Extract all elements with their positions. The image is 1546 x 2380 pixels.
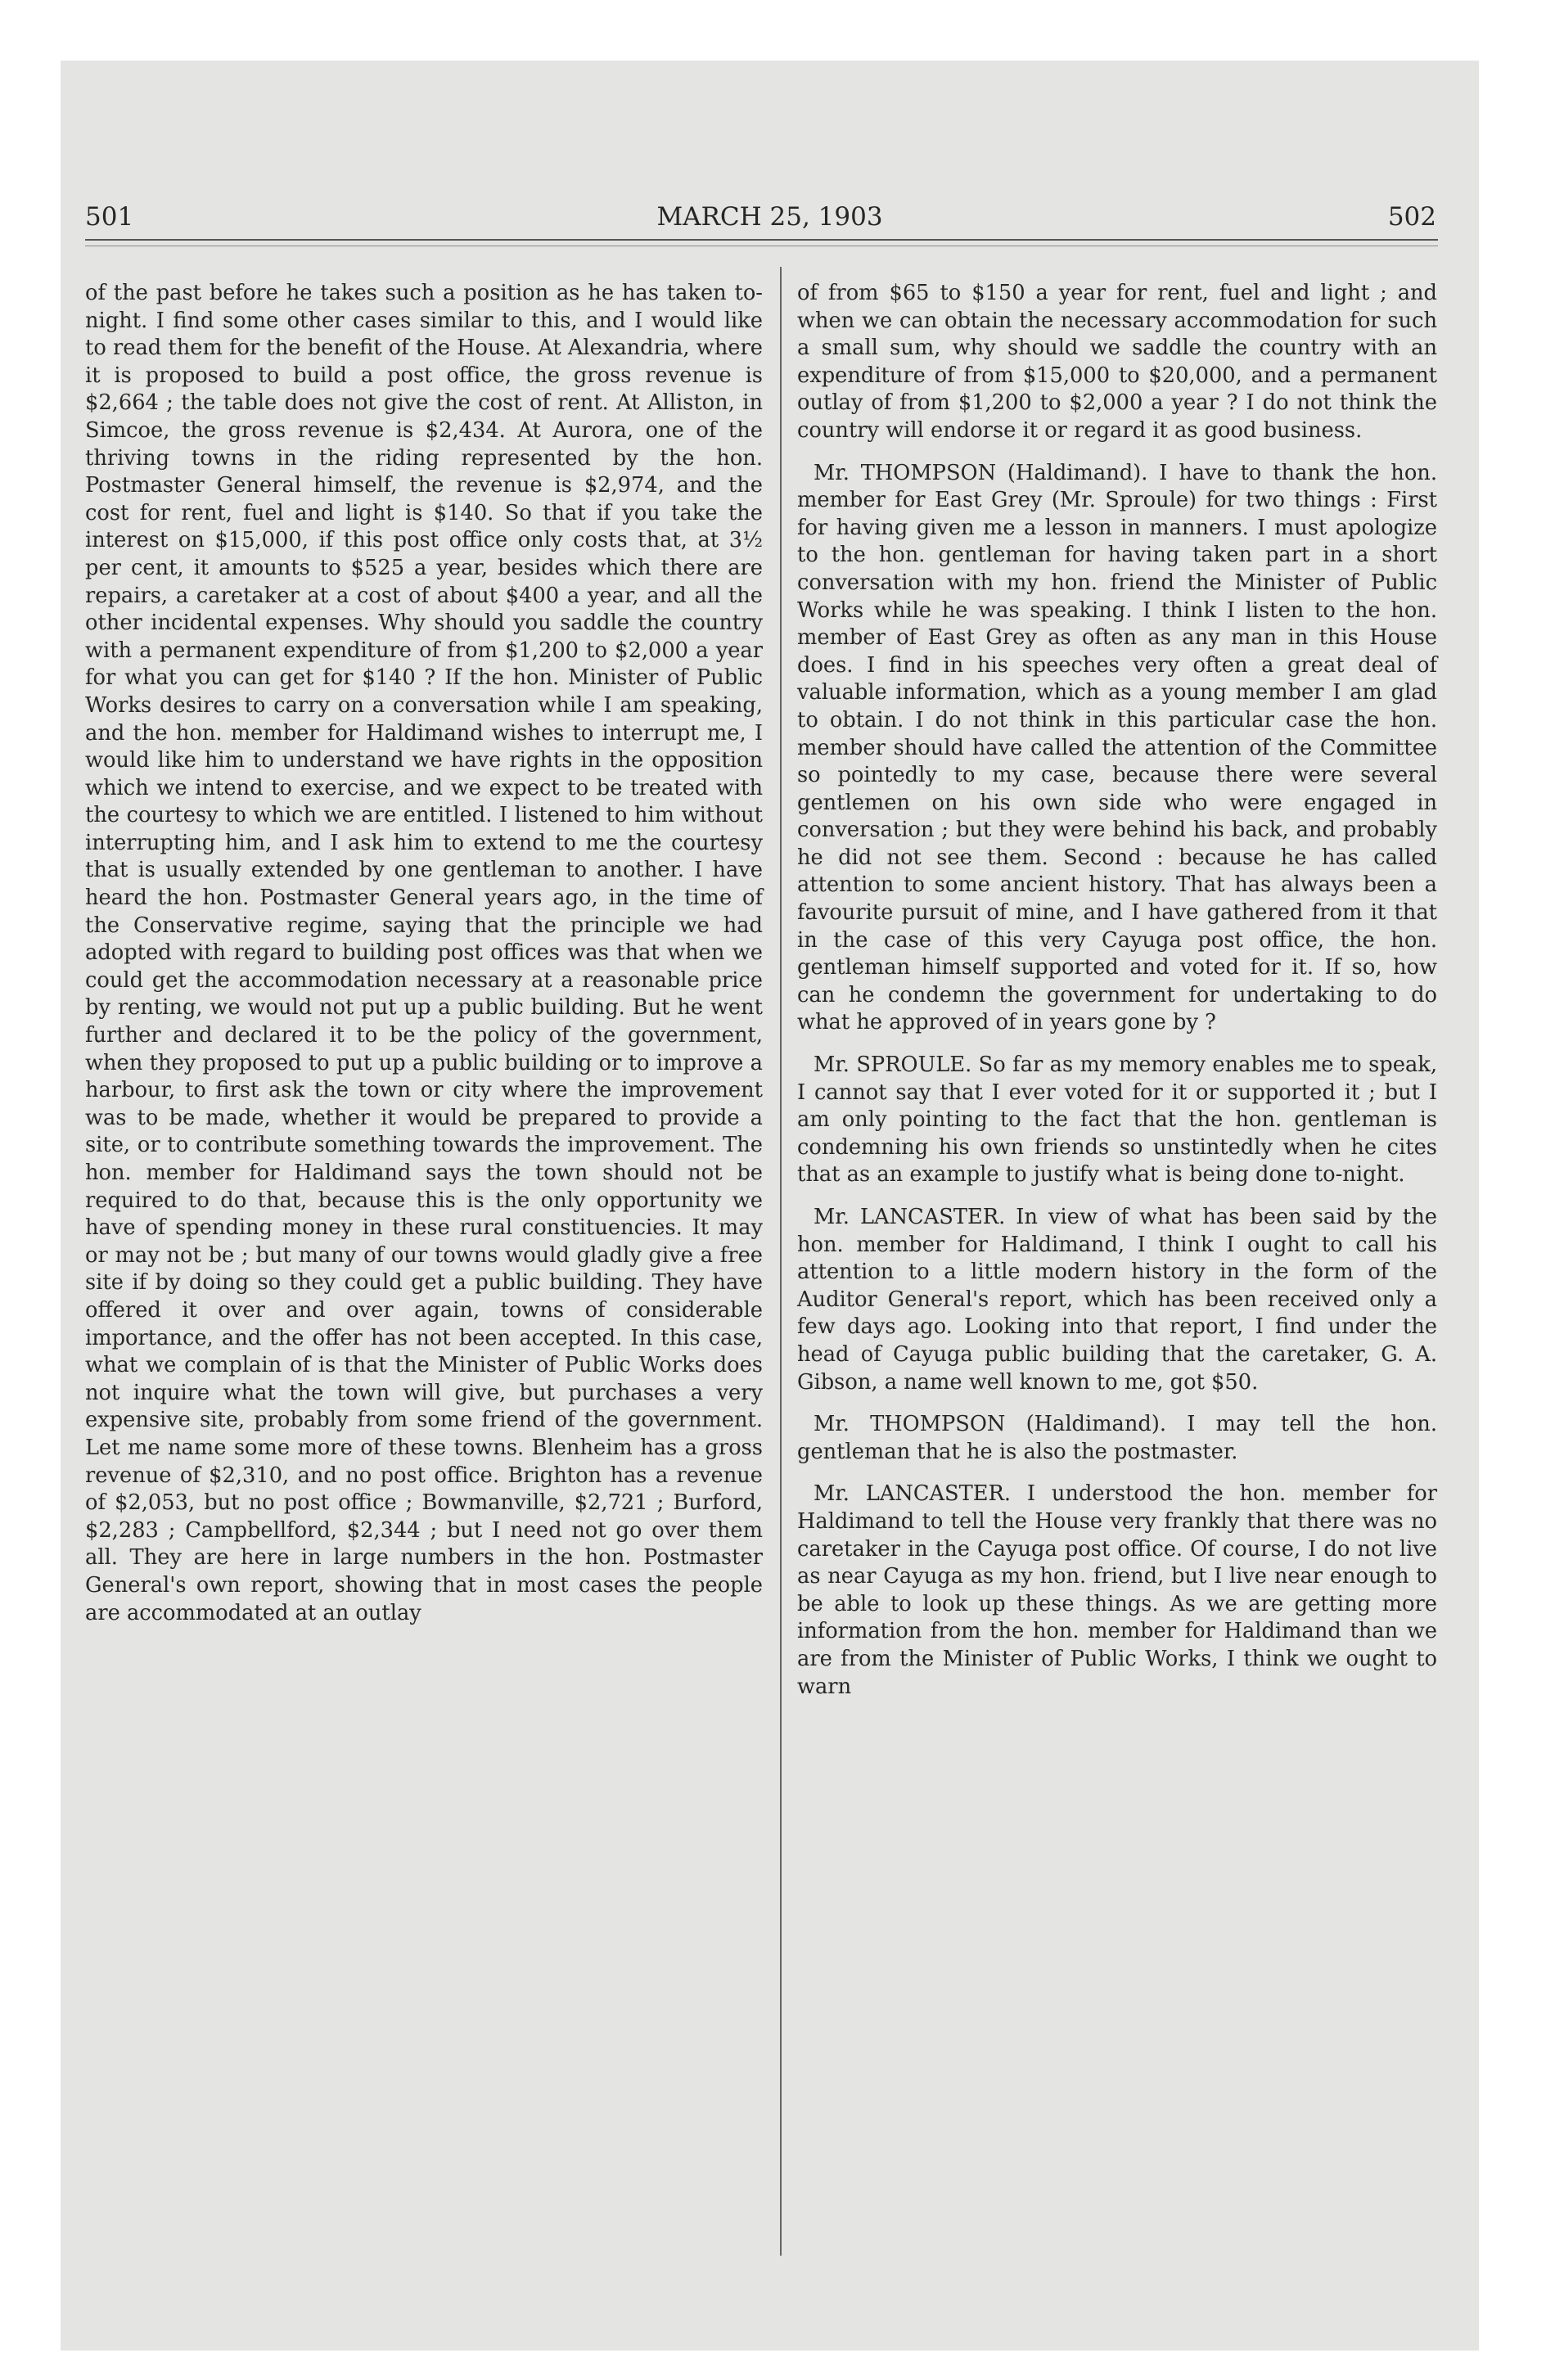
scanned-page <box>61 61 1479 2351</box>
right-column <box>797 280 1437 1701</box>
paragraph: of the past before he takes such a position as he has taken to-night. I find some other cases similar to this, and I would like to read them for the benefit of the House. At Alexandria, where it is proposed to build a post office, the gross revenue is $2,664 ; the table does not give the cost of rent. At Alliston, in Simcoe, the gross revenue is $2,434. At Aurora, one of the thriving towns in the riding represented by the hon. Postmaster General himself, the revenue is $2,974, and the cost for rent, fuel and light is $140. So that if you take the interest on $15,000, if this post office only costs that, at 3½ per cent, it amounts to $525 a year, besides which there are repairs, a caretaker at a cost of about $400 a year, and all the other incidental expenses. Why should you saddle the country with a permanent expenditure of from $1,200 to $2,000 a year for what you can get for $140 ? If the hon. Minister of Public Works desires to carry on a conversation while I am speaking, and the hon. member for Haldimand wishes to interrupt me, I would like him to understand we have rights in the opposition which we intend to exercise, and we expect to be treated with the courtesy to which we are entitled. I listened to him without interrupting him, and I ask him to extend to me the courtesy that is usually extended by one gentleman to another. I have heard the hon. Postmaster General years ago, in the time of the Conservative regime, saying that the principle we had adopted with regard to building post offices was that when we could get the accommodation necessary at a reasonable price by renting, we would not put up a public building. But he went further and declared it to be the policy of the government, when they proposed to put up a public building or to improve a harbour, to first ask the town or city where the improvement was to be made, whether it would be prepared to provide a site, or to contribute something towards the improvement. The hon. member for Haldimand says the town should not be required to do that, because this is the only opportunity we have of spending money in these rural constituencies. It may or may not be ; but many of our towns would gladly give a free site if by doing so they could get a public building. They have offered it over and over again, towns of considerable importance, and the offer has not been accepted. In this case, what we complain of is that the Minister of Public Works does not inquire what the town will give, but purchases a very expensive site, probably from some friend of the government. Let me name some more of these towns. Blenheim has a gross revenue of $2,310, and no post office. Brighton has a revenue of $2,053, but no post office ; Bowmanville, $2,721 ; Burford, $2,283 ; Campbellford, $2,344 ; but I need not go over them all. They are here in large numbers in the hon. Postmaster General's own report, showing that in most cases the people are accommodated at an outlay <box>85 281 763 1625</box>
paragraph: of from $65 to $150 a year for rent, fuel and light ; and when we can obtain the necessary accommodation for such a small sum, why should we saddle the country with an expenditure of from $15,000 to $20,000, and a permanent outlay of from $1,200 to $2,000 a year ? I do not think the country will endorse it or regard it as good business. <box>797 281 1437 443</box>
page-number-right: 502 <box>1387 202 1436 232</box>
paragraph-thompson-1: Mr. THOMPSON (Haldimand). I have to thank the hon. member for East Grey (Mr. Sproule) for two things : First for having given me a lesson in manners. I must apologize to the hon. gentleman for having taken part in a short conversation with my hon. friend the Minister of Public Works while he was speaking. I think I listen to the hon. member of East Grey as often as any man in this House does. I find in his speeches very often a great deal of valuable information, which as a young member I am glad to obtain. I do not think in this particular case the hon. member should have called the attention of the Committee so pointedly to my case, because there were several gentlemen on his own side who were engaged in conversation ; but they were behind his back, and probably he did not see them. Second : because he has called attention to some ancient history. That has always been a favourite pursuit of mine, and I have gathered from it that in the case of this very Cayuga post office, the hon. gentleman himself supported and voted for it. If so, how can he condemn the government for undertaking to do what he approved of in years gone by ? <box>797 460 1437 1035</box>
paragraph-lancaster-2: Mr. LANCASTER. I understood the hon. member for Haldimand to tell the House very frankly that there was no caretaker in the Cayuga post office. Of course, I do not live as near Cayuga as my hon. friend, but I live near enough to be able to look up these things. As we are getting more information from the hon. member for Haldimand than we are from the Minister of Public Works, I think we ought to warn <box>797 1481 1437 1699</box>
left-column <box>85 280 763 1627</box>
header-rule <box>85 239 1438 241</box>
page-number-left: 501 <box>85 202 134 232</box>
page-date: MARCH 25, 1903 <box>656 202 883 232</box>
column-divider <box>780 267 782 2256</box>
page-header <box>61 196 1479 237</box>
paragraph-sproule: Mr. SPROULE. So far as my memory enables me to speak, I cannot say that I ever voted for it or supported it ; but I am only pointing to the fact that the hon. gentleman is condemning his own friends so unstintedly when he cites that as an example to justify what is being done to-night. <box>797 1053 1437 1188</box>
paragraph-lancaster-1: Mr. LANCASTER. In view of what has been said by the hon. member for Haldimand, I think I ought to call his attention to a little modern history in the form of the Auditor General's report, which has been received only a few days ago. Looking into that report, I find under the head of Cayuga public building that the caretaker, G. A. Gibson, a name well known to me, got $50. <box>797 1205 1437 1395</box>
paragraph-thompson-2: Mr. THOMPSON (Haldimand). I may tell the hon. gentleman that he is also the postmaster. <box>797 1412 1437 1464</box>
